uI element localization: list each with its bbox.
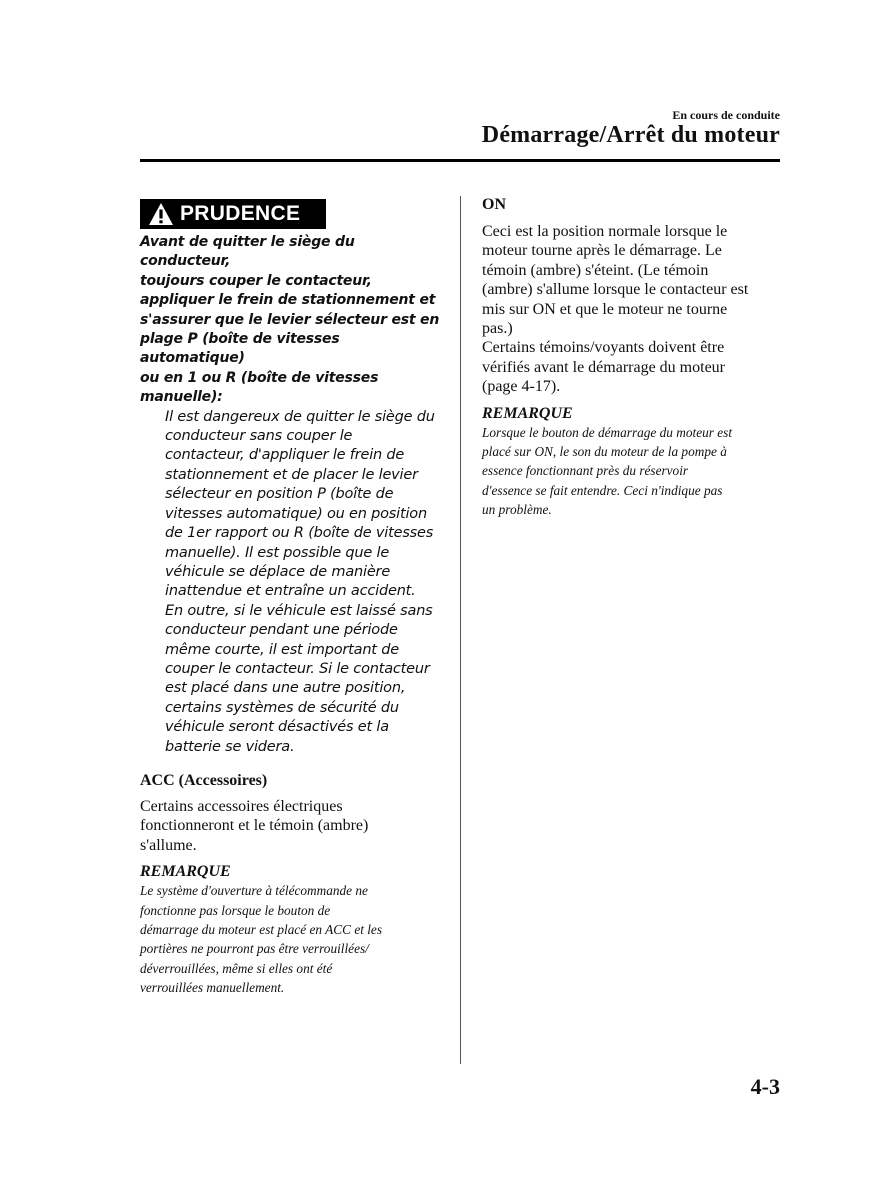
acc-note-title: REMARQUE: [140, 863, 231, 881]
acc-note-text: Le système d'ouverture à télécommande ne fonctionne pas lorsque le bouton de démarrage du moteur est placé en ACC et les portières ne pourront pas être verrouillées/ déverrouillées, même si elles ont été verrouillées manuellement.: [140, 883, 383, 996]
column-divider: [460, 196, 461, 1064]
acc-text: Certains accessoires électriques fonctionneront et le témoin (ambre) s'allume.: [140, 797, 369, 854]
on-note-text: Lorsque le bouton de démarrage du moteur est placé sur ON, le son du moteur de la pompe à essence fonctionnant près du réservoir d'essence se fait entendre. Ceci n'indique pas un problème.: [482, 424, 733, 518]
caution-banner: [140, 199, 326, 229]
on-heading: ON: [482, 196, 506, 213]
acc-heading: ACC (Accessoires): [140, 771, 268, 789]
page-title: Démarrage/Arrêt du moteur: [481, 122, 780, 148]
header-rule: [140, 159, 780, 162]
caution-body-text: Il est dangereux de quitter le siège du conducteur sans couper le contacteur, d'appliquer le frein de stationnement et de placer le levier sélecteur en position P (boîte de vitesses automatique) ou en position de 1er rapport ou R (boîte de vitesses manuelle). Il est possible que le véhicule se déplace de manière inattendue et entraîne un accident. En outre, si le véhicule est laissé sans conducteur pendant une période même courte, il est important de couper le contacteur. Si le contacteur est placé dans une autre position, certains systèmes de sécurité du véhicule seront désactivés et la batterie se videra.: [165, 408, 435, 755]
left-column: [140, 199, 442, 998]
right-column: [482, 196, 782, 520]
section-label: En cours de conduite: [672, 108, 780, 122]
on-note-title: REMARQUE: [482, 404, 573, 422]
caution-label: PRUDENCE: [180, 202, 301, 225]
on-text: Ceci est la position normale lorsque le moteur tourne après le démarrage. Le témoin (ambre) s'éteint. (Le témoin (ambre) s'allume lorsque le contacteur est mis sur ON et que le moteur ne tourne pas.) Certains témoins/voyants doivent être vérifiés avant le démarrage du moteur (page 4-17).: [482, 223, 749, 396]
warning-triangle-icon: [148, 202, 174, 226]
page-number: 4-3: [750, 1074, 780, 1099]
caution-lead-text: Avant de quitter le siège du conducteur, toujours couper le contacteur, appliquer le frein de stationnement et s'assurer que le levier sélecteur est en plage P (boîte de vitesses automatique) ou en 1 ou R (boîte de vitesses manuelle):: [140, 234, 440, 406]
